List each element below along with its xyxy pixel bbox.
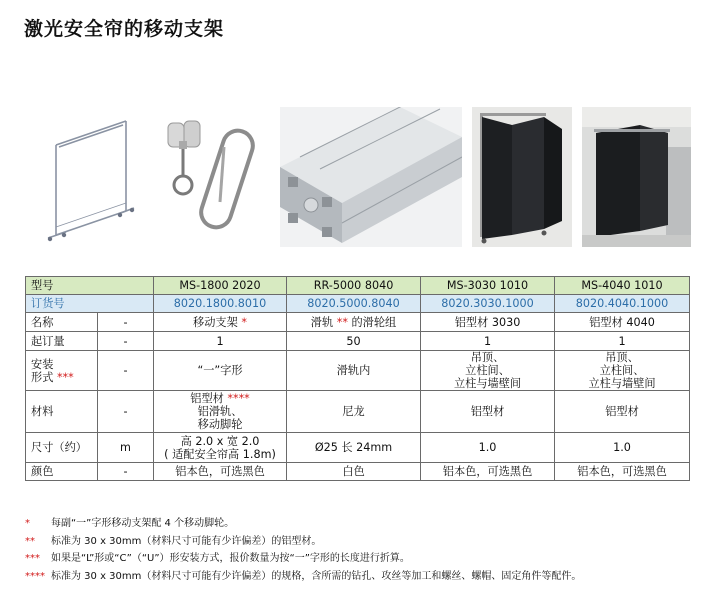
- size-cell: Ø25 长 24mm: [287, 433, 421, 463]
- material-line: 铝滑轨、: [197, 405, 243, 418]
- name-text: 的滑轮组: [351, 315, 397, 329]
- unit-cell: m: [98, 433, 154, 463]
- order-label: 订货号: [26, 295, 154, 313]
- material-line: 移动脚轮: [197, 418, 243, 431]
- footnote: [25, 550, 581, 568]
- row-install: [26, 351, 690, 391]
- row-model: [26, 277, 690, 295]
- model-label: 型号: [26, 277, 154, 295]
- install-cell: “一”字形: [154, 351, 287, 391]
- material-label: 材料: [26, 391, 98, 433]
- name-cell: 铝型材 3030: [421, 313, 555, 332]
- moq-cell: 50: [287, 332, 421, 351]
- unit-cell: -: [98, 391, 154, 433]
- color-cell: 铝本色，可选黑色: [555, 463, 690, 481]
- order-cell: 8020.3030.1000: [421, 295, 555, 313]
- model-cell: RR-5000 8040: [287, 277, 421, 295]
- unit-cell: -: [98, 351, 154, 391]
- color-cell: 白色: [287, 463, 421, 481]
- install-cell: [555, 351, 690, 391]
- color-cell: 铝本色，可选黑色: [154, 463, 287, 481]
- footnote: [25, 568, 581, 586]
- material-cell: 铝型材: [421, 391, 555, 433]
- footnote: [25, 533, 581, 551]
- size-cell: 1.0: [421, 433, 555, 463]
- moq-cell: 1: [421, 332, 555, 351]
- install-cell: 滑轨内: [287, 351, 421, 391]
- roller-hook-photo: [154, 107, 264, 247]
- unit-cell: -: [98, 463, 154, 481]
- install-label: [26, 351, 98, 391]
- name-text: 滑轨: [310, 315, 334, 329]
- product-photos: [26, 107, 691, 247]
- footnote-mark: ***: [25, 553, 40, 564]
- footnote-mark: ****: [25, 570, 45, 582]
- curtain-4040-photo: [582, 107, 691, 247]
- name-label: 名称: [26, 313, 98, 332]
- model-cell: MS-3030 1010: [421, 277, 555, 295]
- row-color: [26, 463, 690, 481]
- unit-cell: -: [98, 313, 154, 332]
- row-order-number: [26, 295, 690, 313]
- install-line: 吊顶、: [470, 351, 505, 364]
- order-cell: 8020.1800.8010: [154, 295, 287, 313]
- size-label: 尺寸（约）: [26, 433, 98, 463]
- mobile-frame-icon: [26, 107, 136, 247]
- size-cell: [154, 433, 287, 463]
- moq-label: 起订量: [26, 332, 98, 351]
- order-cell: 8020.5000.8040: [287, 295, 421, 313]
- size-cell: 1.0: [555, 433, 690, 463]
- spec-table: [25, 276, 690, 481]
- footnote: [25, 515, 581, 533]
- footnote-mark: **: [25, 535, 35, 547]
- color-cell: 铝本色，可选黑色: [421, 463, 555, 481]
- footnote-text: 标准为 30 x 30mm（材料尺寸可能有少许偏差）的铝型材。: [51, 535, 322, 547]
- row-name: [26, 313, 690, 332]
- install-label-text: 安装: [31, 357, 54, 371]
- roller-carabiner-icon: [154, 107, 264, 247]
- row-size: [26, 433, 690, 463]
- name-cell: 铝型材 4040: [555, 313, 690, 332]
- footnote-text: 每副“一”字形移动支架配 4 个移动脚轮。: [51, 518, 235, 529]
- footnote-text: 标准为 30 x 30mm（材料尺寸可能有少许偏差）的规格，含所需的钻孔、攻丝等加工和螺丝、螺帽、固定角件等配件。: [51, 570, 582, 582]
- footnote-text: 如果是“L”形或“C”（“U”）形安装方式，报价数量为按“一”字形的长度进行折算。: [51, 553, 410, 564]
- page-title: 激光安全帘的移动支架: [24, 18, 225, 40]
- material-cell: [154, 391, 287, 433]
- install-line: 立柱与墙壁间: [453, 377, 522, 390]
- name-cell: [154, 313, 287, 332]
- size-line: ( 适配安全帘高 1.8m): [164, 447, 276, 461]
- name-text: 移动支架: [193, 315, 238, 329]
- model-cell: MS-4040 1010: [555, 277, 690, 295]
- aluminum-profile-icon: [280, 107, 462, 247]
- footnote-mark: **: [336, 315, 348, 329]
- install-line: 立柱间、: [599, 364, 645, 377]
- order-cell: 8020.4040.1000: [555, 295, 690, 313]
- row-material: [26, 391, 690, 433]
- moq-cell: 1: [154, 332, 287, 351]
- frame-photo: [26, 107, 136, 247]
- material-line: 铝型材: [190, 392, 224, 405]
- name-cell: [287, 313, 421, 332]
- footnote-mark: *: [241, 315, 247, 329]
- model-cell: MS-1800 2020: [154, 277, 287, 295]
- install-cell: [421, 351, 555, 391]
- footnote-mark: ***: [56, 370, 74, 384]
- moq-cell: 1: [555, 332, 690, 351]
- curtain-3030-photo: [472, 107, 572, 247]
- material-cell: 尼龙: [287, 391, 421, 433]
- unit-cell: -: [98, 332, 154, 351]
- install-line: 立柱与墙壁间: [588, 377, 656, 390]
- black-curtain-booth-icon: [582, 107, 691, 247]
- install-label-text: 形式: [31, 370, 54, 384]
- aluminum-profile-photo: [280, 107, 462, 247]
- install-line: 吊顶、: [605, 351, 639, 364]
- material-cell: 铝型材: [555, 391, 690, 433]
- size-line: 高 2.0 x 宽 2.0: [180, 434, 260, 448]
- row-moq: [26, 332, 690, 351]
- color-label: 颜色: [26, 463, 98, 481]
- black-curtain-panels-icon: [472, 107, 572, 247]
- footnote-mark: ****: [227, 392, 250, 405]
- footnote-mark: *: [25, 518, 30, 529]
- footnotes: [25, 515, 581, 585]
- install-line: 立柱间、: [465, 364, 510, 377]
